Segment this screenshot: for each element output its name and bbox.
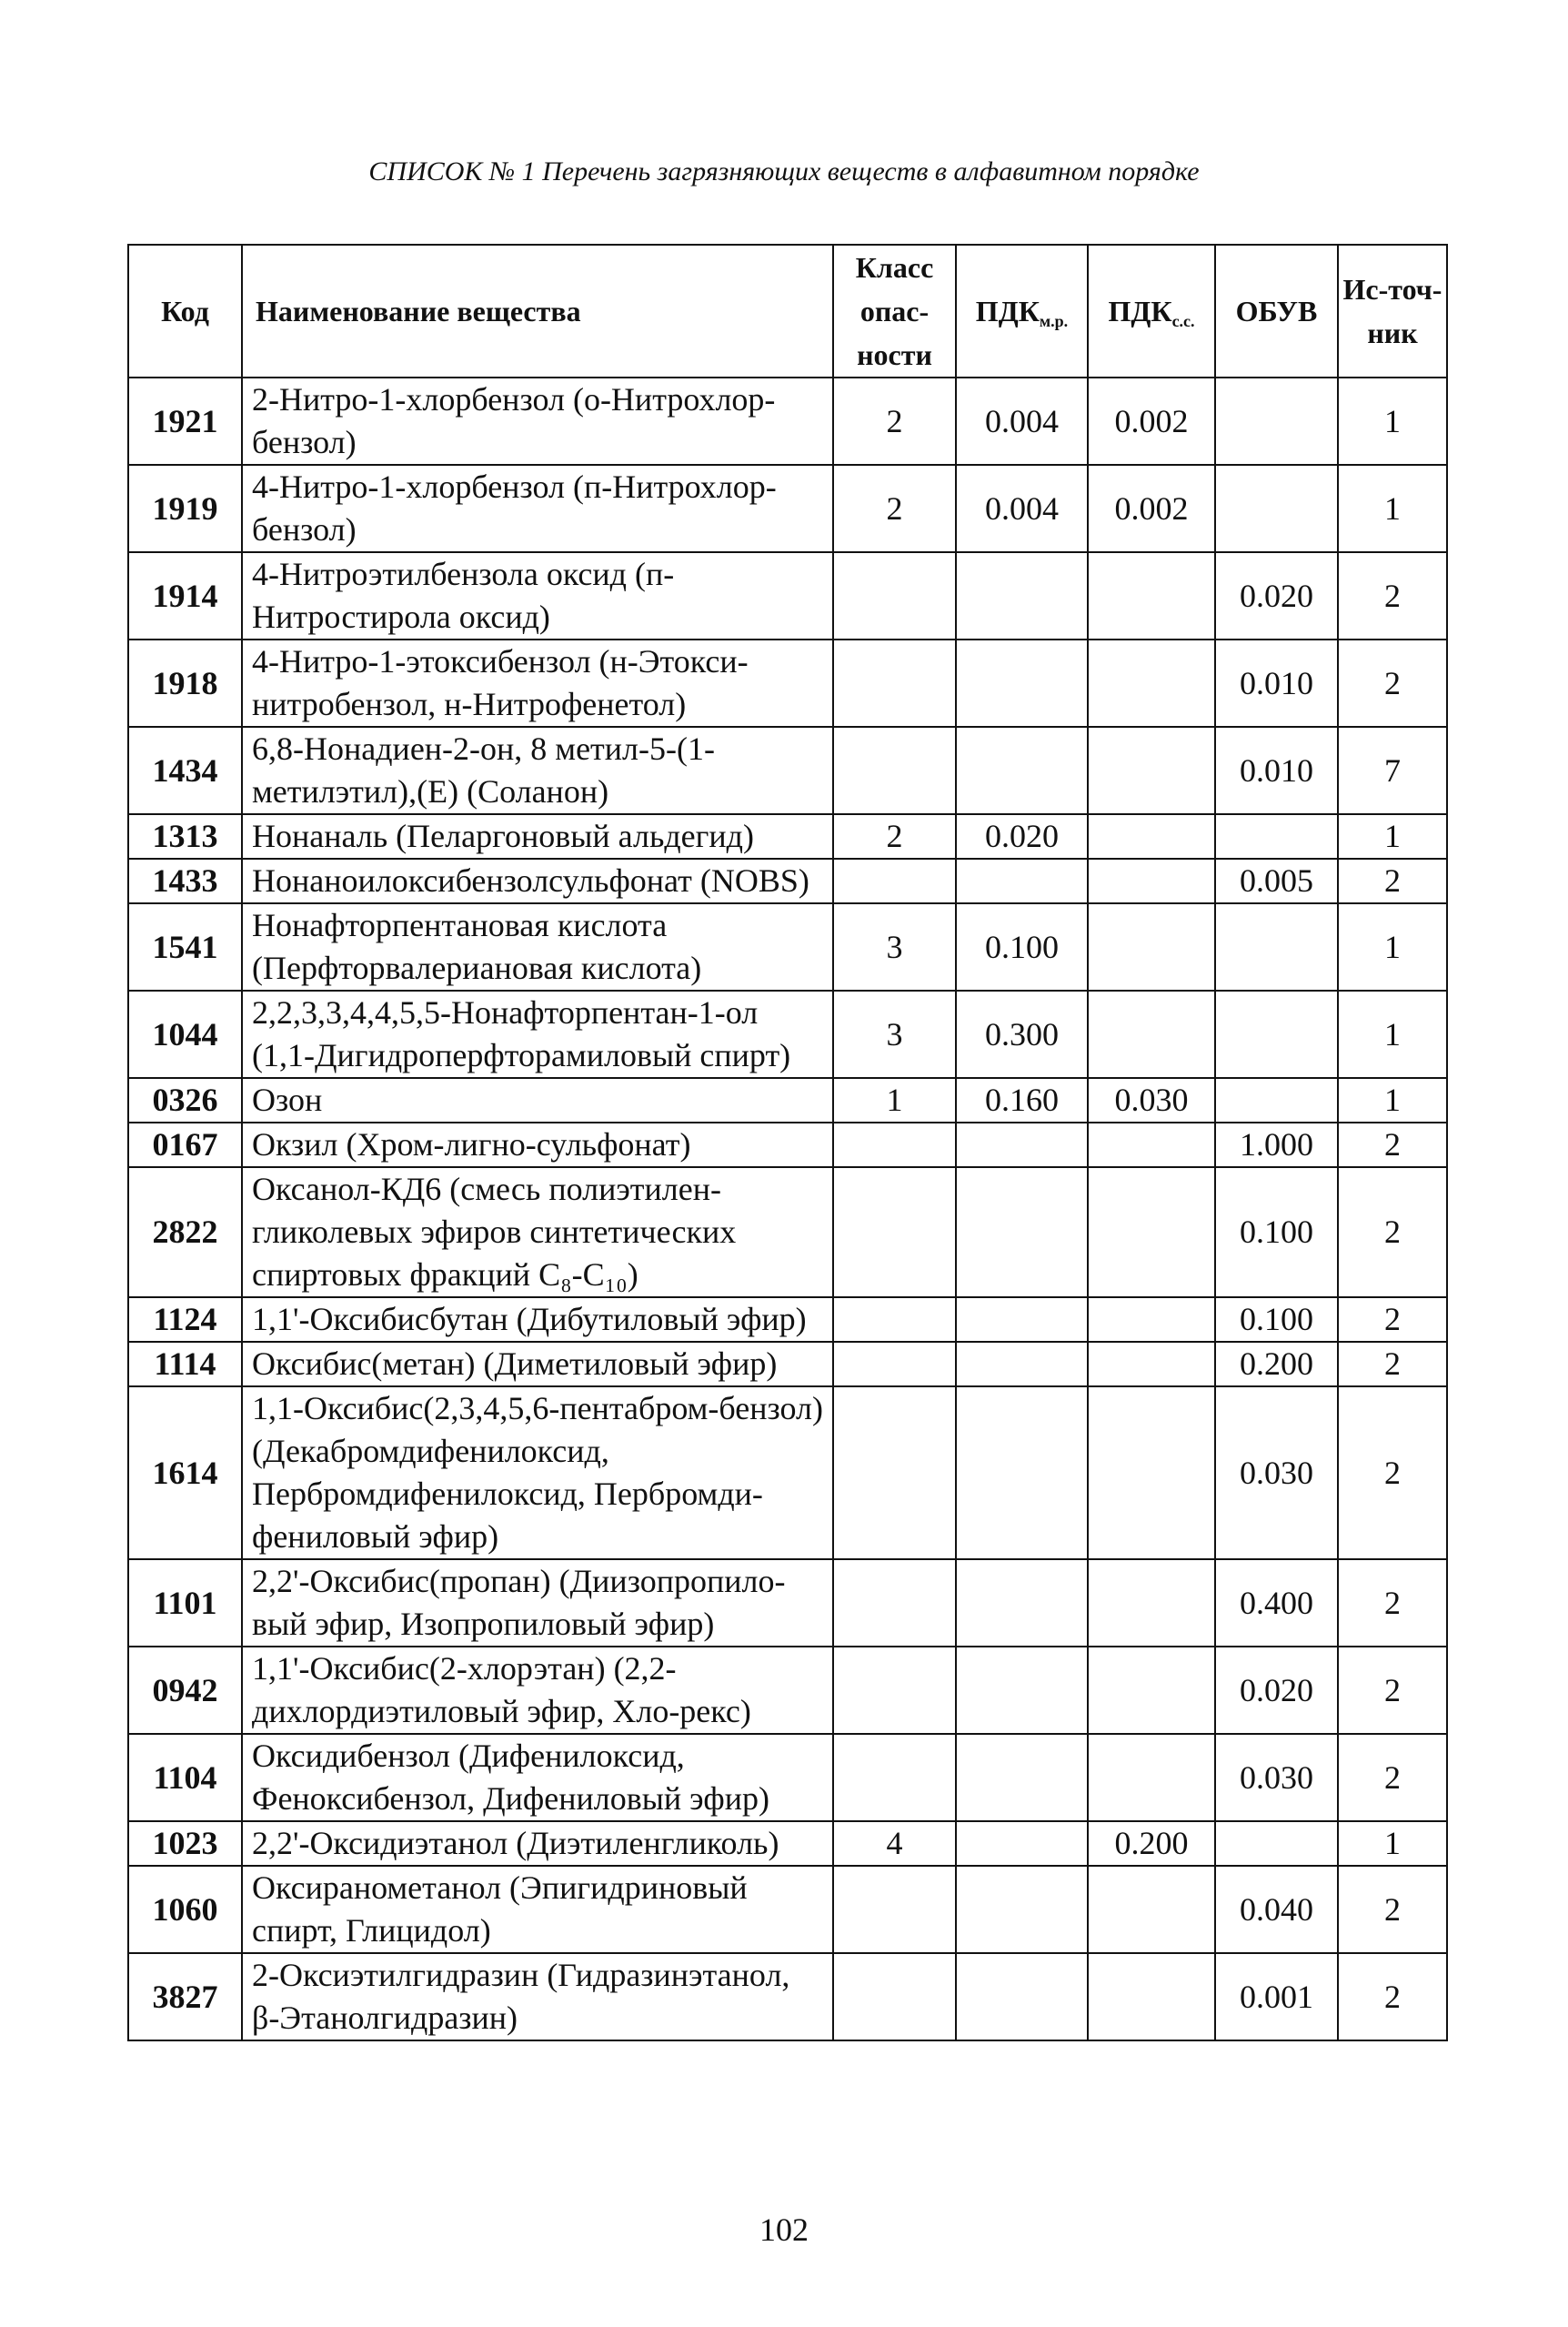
col-header-obuv: ОБУВ — [1215, 245, 1338, 378]
cell-pdk-ss — [1088, 1297, 1215, 1342]
table-row — [128, 1386, 1447, 1559]
cell-source: 1 — [1338, 903, 1447, 991]
cell-class: 3 — [833, 991, 956, 1078]
table-row — [128, 1078, 1447, 1123]
cell-obuv: 0.010 — [1215, 640, 1338, 727]
cell-obuv: 0.020 — [1215, 1647, 1338, 1734]
table-row — [128, 727, 1447, 814]
cell-class: 2 — [833, 465, 956, 552]
cell-obuv — [1215, 814, 1338, 859]
cell-class — [833, 1953, 956, 2040]
cell-pdk-mr — [956, 1559, 1088, 1647]
cell-pdk-mr — [956, 640, 1088, 727]
table-row — [128, 378, 1447, 465]
page-header: СПИСОК № 1 Перечень загрязняющих веществ в алфавитном порядке — [368, 156, 1200, 186]
cell-code: 1433 — [128, 859, 242, 903]
col-header-source: Ис-точ-ник — [1338, 245, 1447, 378]
table-row — [128, 859, 1447, 903]
cell-pdk-mr — [956, 1953, 1088, 2040]
cell-obuv: 0.400 — [1215, 1559, 1338, 1647]
cell-pdk-mr — [956, 1734, 1088, 1821]
table-body — [128, 378, 1447, 2040]
cell-pdk-ss — [1088, 1953, 1215, 2040]
cell-class: 2 — [833, 378, 956, 465]
table-row — [128, 552, 1447, 640]
cell-class — [833, 1123, 956, 1167]
cell-source: 2 — [1338, 1386, 1447, 1559]
cell-class — [833, 1342, 956, 1386]
cell-source: 1 — [1338, 991, 1447, 1078]
cell-code: 0326 — [128, 1078, 242, 1123]
cell-code: 1434 — [128, 727, 242, 814]
table-row — [128, 1297, 1447, 1342]
cell-name: 1,1'-Оксибис(2-хлорэтан) (2,2-дихлордиэтиловый эфир, Хло-рекс) — [242, 1647, 833, 1734]
cell-code: 1101 — [128, 1559, 242, 1647]
cell-class — [833, 859, 956, 903]
cell-obuv: 0.200 — [1215, 1342, 1338, 1386]
cell-code: 1914 — [128, 552, 242, 640]
col-header-class: Класс опас-ности — [833, 245, 956, 378]
cell-source: 1 — [1338, 1078, 1447, 1123]
cell-obuv: 0.030 — [1215, 1734, 1338, 1821]
cell-class — [833, 1734, 956, 1821]
cell-pdk-ss — [1088, 727, 1215, 814]
cell-pdk-ss — [1088, 814, 1215, 859]
cell-class: 4 — [833, 1821, 956, 1866]
cell-name: Нонаноилоксибензолсульфонат (NOBS) — [242, 859, 833, 903]
table-row — [128, 1559, 1447, 1647]
cell-source: 2 — [1338, 1953, 1447, 2040]
cell-name: 2,2'-Оксидиэтанол (Диэтиленгликоль) — [242, 1821, 833, 1866]
cell-class — [833, 727, 956, 814]
cell-obuv: 0.020 — [1215, 552, 1338, 640]
table-row — [128, 1866, 1447, 1953]
cell-pdk-ss — [1088, 1647, 1215, 1734]
cell-name: 1,1'-Оксибисбутан (Дибутиловый эфир) — [242, 1297, 833, 1342]
cell-pdk-mr — [956, 1647, 1088, 1734]
cell-pdk-ss: 0.030 — [1088, 1078, 1215, 1123]
cell-code: 3827 — [128, 1953, 242, 2040]
cell-pdk-mr — [956, 1821, 1088, 1866]
cell-source: 2 — [1338, 1734, 1447, 1821]
cell-code: 0942 — [128, 1647, 242, 1734]
cell-source: 7 — [1338, 727, 1447, 814]
cell-class: 3 — [833, 903, 956, 991]
cell-code: 1313 — [128, 814, 242, 859]
cell-source: 1 — [1338, 814, 1447, 859]
cell-obuv: 0.100 — [1215, 1297, 1338, 1342]
col-header-pdk-ss — [1088, 245, 1215, 378]
substances-table — [127, 244, 1448, 2041]
cell-obuv: 0.030 — [1215, 1386, 1338, 1559]
cell-class: 2 — [833, 814, 956, 859]
cell-obuv — [1215, 991, 1338, 1078]
cell-name: 2-Оксиэтилгидразин (Гидразинэтанол, β-Этанолгидразин) — [242, 1953, 833, 2040]
pdk-mr-subscript: м.р. — [1039, 311, 1069, 330]
cell-obuv — [1215, 465, 1338, 552]
cell-code: 2822 — [128, 1167, 242, 1297]
cell-name: 4-Нитро-1-этоксибензол (н-Этокси-нитробензол, н-Нитрофенетол) — [242, 640, 833, 727]
cell-pdk-ss — [1088, 1386, 1215, 1559]
cell-source: 2 — [1338, 1297, 1447, 1342]
cell-pdk-ss — [1088, 640, 1215, 727]
cell-pdk-ss: 0.002 — [1088, 465, 1215, 552]
cell-code: 1124 — [128, 1297, 242, 1342]
cell-pdk-mr: 0.300 — [956, 991, 1088, 1078]
cell-obuv — [1215, 903, 1338, 991]
cell-name: 4-Нитроэтилбензола оксид (п-Нитростирола оксид) — [242, 552, 833, 640]
cell-source: 2 — [1338, 1342, 1447, 1386]
cell-pdk-ss — [1088, 1866, 1215, 1953]
cell-name: Озон — [242, 1078, 833, 1123]
cell-code: 0167 — [128, 1123, 242, 1167]
cell-name: 2-Нитро-1-хлорбензол (о-Нитрохлор-бензол) — [242, 378, 833, 465]
col-header-name: Наименование вещества — [242, 245, 833, 378]
cell-name: Окзил (Хром-лигно-сульфонат) — [242, 1123, 833, 1167]
table-row — [128, 465, 1447, 552]
table-row — [128, 1953, 1447, 2040]
cell-class — [833, 640, 956, 727]
cell-name: 6,8-Нонадиен-2-он, 8 метил-5-(1-метилэтил),(Е) (Соланон) — [242, 727, 833, 814]
table-row — [128, 640, 1447, 727]
cell-pdk-mr — [956, 1386, 1088, 1559]
cell-pdk-mr — [956, 1866, 1088, 1953]
table-row — [128, 1821, 1447, 1866]
cell-obuv: 0.100 — [1215, 1167, 1338, 1297]
cell-name: Оксибис(метан) (Диметиловый эфир) — [242, 1342, 833, 1386]
table-row — [128, 1167, 1447, 1297]
cell-code: 1919 — [128, 465, 242, 552]
cell-code: 1104 — [128, 1734, 242, 1821]
cell-name: 2,2'-Оксибис(пропан) (Диизопропило-вый эфир, Изопропиловый эфир) — [242, 1559, 833, 1647]
cell-class — [833, 1167, 956, 1297]
cell-pdk-mr — [956, 1123, 1088, 1167]
cell-pdk-mr — [956, 727, 1088, 814]
cell-class — [833, 1647, 956, 1734]
table-row — [128, 1734, 1447, 1821]
cell-pdk-mr — [956, 1342, 1088, 1386]
table-row — [128, 903, 1447, 991]
cell-code: 1023 — [128, 1821, 242, 1866]
cell-pdk-ss — [1088, 1734, 1215, 1821]
cell-source: 2 — [1338, 859, 1447, 903]
cell-pdk-ss — [1088, 1123, 1215, 1167]
cell-name: Оксанол-КД6 (смесь полиэтилен-гликолевых эфиров синтетических спиртовых фракций С₈-С₁₀) — [242, 1167, 833, 1297]
cell-pdk-ss — [1088, 903, 1215, 991]
cell-code: 1918 — [128, 640, 242, 727]
table-row — [128, 814, 1447, 859]
cell-source: 1 — [1338, 378, 1447, 465]
cell-pdk-ss — [1088, 991, 1215, 1078]
cell-code: 1541 — [128, 903, 242, 991]
cell-obuv: 0.040 — [1215, 1866, 1338, 1953]
cell-pdk-ss — [1088, 859, 1215, 903]
cell-name: Оксидибензол (Дифенилоксид, Феноксибензол, Дифениловый эфир) — [242, 1734, 833, 1821]
cell-pdk-mr: 0.100 — [956, 903, 1088, 991]
pdk-ss-label: ПДК — [1108, 294, 1172, 327]
cell-source: 2 — [1338, 1647, 1447, 1734]
cell-source: 1 — [1338, 1821, 1447, 1866]
cell-obuv — [1215, 1078, 1338, 1123]
cell-pdk-mr — [956, 1167, 1088, 1297]
cell-name: Нонаналь (Пеларгоновый альдегид) — [242, 814, 833, 859]
cell-source: 2 — [1338, 552, 1447, 640]
cell-name: 2,2,3,3,4,4,5,5-Нонафторпентан-1-ол (1,1-Дигидроперфторамиловый спирт) — [242, 991, 833, 1078]
cell-obuv: 0.001 — [1215, 1953, 1338, 2040]
cell-source: 1 — [1338, 465, 1447, 552]
cell-pdk-ss: 0.002 — [1088, 378, 1215, 465]
cell-source: 2 — [1338, 1123, 1447, 1167]
cell-pdk-mr: 0.004 — [956, 465, 1088, 552]
cell-class — [833, 1297, 956, 1342]
cell-pdk-ss — [1088, 552, 1215, 640]
cell-class — [833, 552, 956, 640]
cell-source: 2 — [1338, 1167, 1447, 1297]
cell-pdk-mr — [956, 1297, 1088, 1342]
cell-source: 2 — [1338, 1866, 1447, 1953]
table-header-row — [128, 245, 1447, 378]
cell-code: 1614 — [128, 1386, 242, 1559]
table-row — [128, 991, 1447, 1078]
col-header-code: Код — [128, 245, 242, 378]
cell-obuv: 0.010 — [1215, 727, 1338, 814]
cell-pdk-mr: 0.004 — [956, 378, 1088, 465]
col-header-pdk-mr — [956, 245, 1088, 378]
cell-obuv — [1215, 378, 1338, 465]
page-number: 102 — [759, 2211, 809, 2248]
cell-class: 1 — [833, 1078, 956, 1123]
cell-pdk-ss — [1088, 1167, 1215, 1297]
cell-class — [833, 1866, 956, 1953]
cell-name: 1,1-Оксибис(2,3,4,5,6-пентабром-бензол) (Декабромдифенилоксид, Пербромдифенилоксид, Пербромди-фениловый эфир) — [242, 1386, 833, 1559]
cell-pdk-mr — [956, 859, 1088, 903]
cell-source: 2 — [1338, 1559, 1447, 1647]
cell-obuv: 0.005 — [1215, 859, 1338, 903]
cell-pdk-mr — [956, 552, 1088, 640]
cell-class — [833, 1386, 956, 1559]
cell-pdk-ss: 0.200 — [1088, 1821, 1215, 1866]
cell-pdk-ss — [1088, 1342, 1215, 1386]
cell-pdk-mr: 0.020 — [956, 814, 1088, 859]
cell-code: 1921 — [128, 378, 242, 465]
cell-code: 1044 — [128, 991, 242, 1078]
cell-source: 2 — [1338, 640, 1447, 727]
cell-obuv: 1.000 — [1215, 1123, 1338, 1167]
cell-pdk-ss — [1088, 1559, 1215, 1647]
cell-code: 1060 — [128, 1866, 242, 1953]
table-row — [128, 1123, 1447, 1167]
cell-class — [833, 1559, 956, 1647]
cell-name: Нонафторпентановая кислота (Перфторвалериановая кислота) — [242, 903, 833, 991]
pdk-mr-label: ПДК — [975, 294, 1040, 327]
pdk-ss-subscript: с.с. — [1171, 311, 1195, 330]
table-row — [128, 1342, 1447, 1386]
cell-code: 1114 — [128, 1342, 242, 1386]
cell-obuv — [1215, 1821, 1338, 1866]
cell-name: 4-Нитро-1-хлорбензол (п-Нитрохлор-бензол) — [242, 465, 833, 552]
cell-name: Оксиранометанол (Эпигидриновый спирт, Глицидол) — [242, 1866, 833, 1953]
cell-pdk-mr: 0.160 — [956, 1078, 1088, 1123]
table-row — [128, 1647, 1447, 1734]
